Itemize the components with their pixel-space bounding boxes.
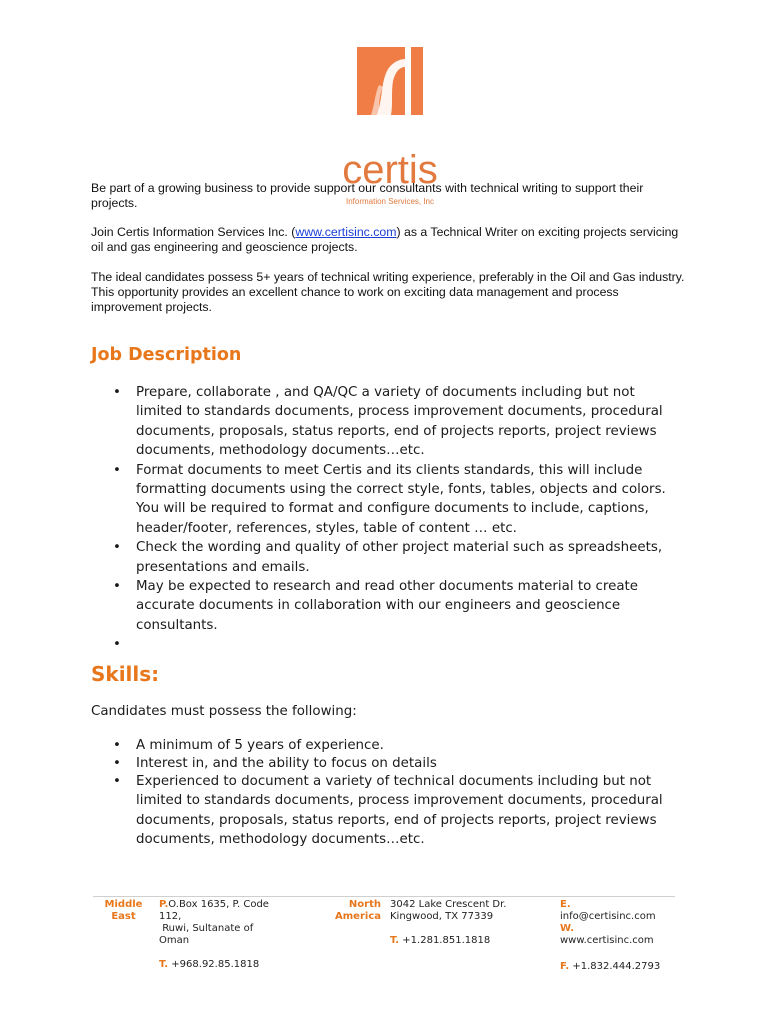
intro-paragraph-3: The ideal candidates possess 5+ years of technical writing experience, preferably in the Oil and Gas industry. This opportunity provides an excellent chance to work on exciting data management and process improvement projects. — [91, 270, 685, 314]
list-item: • Check the wording and quality of other project material such as spreadsheets, presentations and emails. — [91, 538, 681, 577]
list-item: • Interest in, and the ability to focus on details — [91, 755, 681, 773]
list-item: • Format documents to meet Certis and its clients standards, this will include formatting documents using the correct style, fonts, tables, objects and colors. You will be required to format and configure documents to include, captions, header/footer, references, styles, table of content … etc. — [91, 461, 681, 539]
skills-lead-text: Candidates must possess the following: — [91, 704, 357, 719]
intro-paragraph-2: Join Certis Information Services Inc. (www.certisinc.com) as a Technical Writer on exciting projects servicing oil and gas engineering and geoscience projects. — [91, 225, 679, 254]
footer-website[interactable]: www.certisinc.com — [560, 935, 654, 946]
list-item: • Experienced to document a variety of technical documents including but not limited to standards documents, process improvement documents, procedural documents, proposals, status reports, end of projects reports, project reviews documents, methodology documents…etc. — [91, 772, 681, 850]
footer-region-north-america: North America — [335, 899, 381, 922]
footer-email[interactable]: info@certisinc.com — [560, 911, 656, 922]
skills-list — [91, 737, 681, 850]
footer-north-america-address: 3042 Lake Crescent Dr. Kingwood, TX 77339 — [390, 899, 507, 922]
footer-divider — [93, 896, 675, 897]
certis-website-link[interactable]: www.certisinc.com — [295, 225, 397, 239]
logo-tagline: Information Services, Inc — [345, 197, 435, 206]
footer-region-middle-east: Middle East — [104, 899, 143, 922]
list-item: • Prepare, collaborate , and QA/QC a variety of documents including but not limited to standards documents, process improvement documents, procedural documents, proposals, status reports, end of projects reports, project reviews documents, methodology documents…etc. — [91, 383, 681, 461]
footer-contact-block: E. info@certisinc.com W. www.certisinc.com — [560, 899, 656, 946]
footer-middle-east-phone: T. +968.92.85.1818 — [159, 959, 260, 970]
logo-wordmark: certis — [342, 148, 438, 192]
job-description-heading: Job Description — [91, 345, 242, 365]
footer-north-america-phone: T. +1.281.851.1818 — [390, 935, 491, 946]
certis-logo-mark-icon — [357, 47, 423, 115]
list-item: • A minimum of 5 years of experience. — [91, 737, 681, 755]
skills-heading: Skills: — [91, 662, 160, 686]
intro-paragraph-1: Be part of a growing business to provide support our consultants with technical writing to support their projects. — [91, 181, 644, 210]
list-item-empty — [91, 635, 681, 654]
certis-logo — [330, 44, 450, 206]
footer-middle-east-address: P.O.Box 1635, P. Code 112, Ruwi, Sultanate of Oman — [159, 899, 269, 946]
job-description-list — [91, 383, 681, 655]
footer-fax: F. +1.832.444.2793 — [560, 961, 661, 972]
list-item: • May be expected to research and read other documents material to create accurate documents in collaboration with our engineers and geoscience consultants. — [91, 577, 681, 635]
